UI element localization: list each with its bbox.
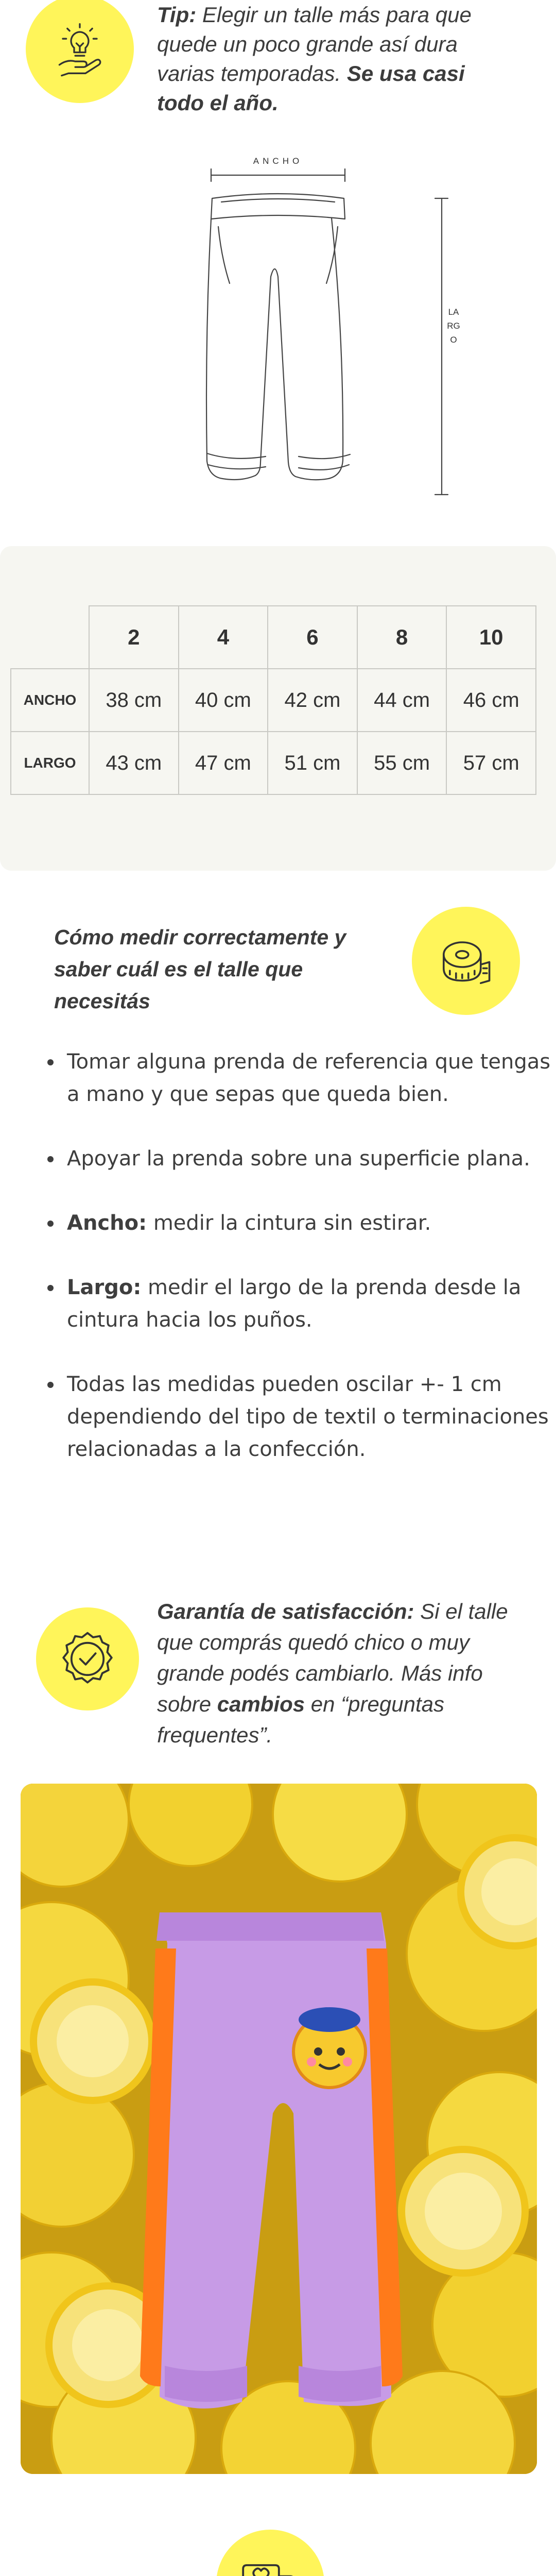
closing-icon-circle — [216, 2530, 324, 2576]
table-cell: 44 cm — [357, 669, 447, 732]
changes-link[interactable]: cambios — [217, 1692, 305, 1716]
table-cell: 40 cm — [179, 669, 268, 732]
guarantee-label: Garantía de satisfacción: — [157, 1599, 414, 1623]
table-cell: 57 cm — [446, 732, 536, 794]
tip-text — [157, 0, 517, 117]
row-label: LARGO — [11, 732, 89, 794]
pants-measure-diagram — [175, 149, 458, 520]
list-item: Tomar alguna prenda de referencia que tengas a mano y que sepas que queda bien. — [67, 1046, 556, 1111]
table-row — [11, 669, 536, 732]
tip-body: Elegir un talle más para que quede un poco grande así dura varias temporadas. — [157, 3, 472, 86]
row-label: ANCHO — [11, 669, 89, 732]
measuring-tape-icon — [435, 930, 497, 992]
size-header: 2 — [89, 606, 179, 669]
diagram-length-label: LARGO — [447, 307, 460, 345]
list-item: Apoyar la prenda sobre una superficie plana. — [67, 1143, 556, 1175]
measure-icon-circle — [412, 907, 520, 1015]
size-header: 8 — [357, 606, 447, 669]
table-corner — [11, 606, 89, 669]
guarantee-text: Garantía de satisfacción: Si el talle que comprás quedó chico o muy grande podés cambiarlo. Más info sobre cambios en “preguntas frequentes”. — [157, 1599, 508, 1747]
badge-check-icon — [57, 1628, 118, 1690]
table-cell: 38 cm — [89, 669, 179, 732]
lightbulb-hand-icon — [51, 21, 108, 77]
size-header: 6 — [268, 606, 357, 669]
measure-steps-list — [41, 1046, 556, 1498]
size-header: 4 — [179, 606, 268, 669]
table-cell: 43 cm — [89, 732, 179, 794]
heart-chat-icon — [239, 2553, 301, 2576]
list-item: Largo: medir el largo de la prenda desde la cintura hacia los puños. — [67, 1272, 556, 1336]
measure-title: Cómo medir correctamente y saber cuál es el talle que necesitás — [54, 925, 346, 1013]
table-cell: 42 cm — [268, 669, 357, 732]
table-cell: 51 cm — [268, 732, 357, 794]
table-cell: 55 cm — [357, 732, 447, 794]
list-item: Todas las medidas pueden oscilar +- 1 cm dependiendo del tipo de textil o terminaciones relacionadas a la confección. — [67, 1368, 556, 1466]
table-cell: 47 cm — [179, 732, 268, 794]
guarantee-icon-circle — [36, 1607, 139, 1710]
diagram-width-label: ANCHO — [253, 156, 303, 166]
tip-label: Tip: — [157, 3, 197, 27]
size-header: 10 — [446, 606, 536, 669]
tip-icon-circle — [26, 0, 134, 103]
size-header-row — [11, 606, 536, 669]
size-table — [10, 605, 536, 795]
table-cell: 46 cm — [446, 669, 536, 732]
product-photo — [21, 1784, 537, 2474]
table-row — [11, 732, 536, 794]
lemons-and-pants-illustration — [21, 1784, 537, 2474]
list-item: Ancho: medir la cintura sin estirar. — [67, 1207, 556, 1240]
tip-emphasis: Se usa casi todo el año. — [157, 61, 465, 115]
